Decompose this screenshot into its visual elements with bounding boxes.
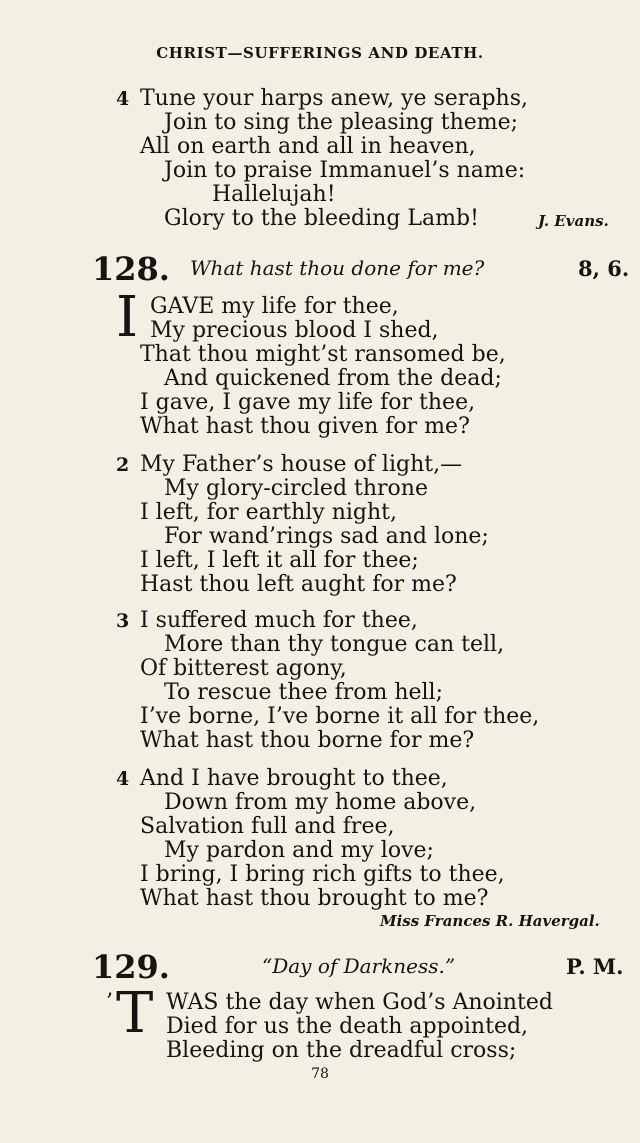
hymn-number: 128. bbox=[92, 250, 170, 288]
verse-line: That thou might’st ransomed be, bbox=[140, 342, 506, 367]
verse-line: To rescue thee from hell; bbox=[164, 680, 444, 705]
verse-line: GAVE my life for thee, bbox=[150, 294, 399, 319]
verse-line: And quickened from the dead; bbox=[164, 366, 502, 391]
hymn-meter: P. M. bbox=[566, 954, 624, 979]
verse-line: Salvation full and free, bbox=[140, 814, 395, 839]
verse-line: Glory to the bleeding Lamb! bbox=[164, 206, 479, 231]
hymn-author: J. Evans. bbox=[538, 212, 609, 230]
verse-line: I left, for earthly night, bbox=[140, 500, 398, 525]
verse-line: I suffered much for thee, bbox=[140, 608, 418, 633]
verse-line: I bring, I bring rich gifts to thee, bbox=[140, 862, 505, 887]
verse-line: Down from my home above, bbox=[164, 790, 477, 815]
hymn-meter: 8, 6. bbox=[578, 256, 630, 281]
verse-line: My Father’s house of light,— bbox=[140, 452, 463, 477]
drop-cap-apostrophe: ’ bbox=[106, 990, 113, 1015]
verse-line: Join to sing the pleasing theme; bbox=[164, 110, 519, 135]
verse-line: Join to praise Immanuel’s name: bbox=[164, 158, 526, 183]
verse-line: What hast thou borne for me? bbox=[140, 728, 475, 753]
verse-number: 4 bbox=[116, 768, 130, 790]
hymn-number: 129. bbox=[92, 948, 170, 986]
verse-line: My pardon and my love; bbox=[164, 838, 434, 863]
verse-line: I left, I left it all for thee; bbox=[140, 548, 419, 573]
verse-line: And I have brought to thee, bbox=[140, 766, 448, 791]
hymn-title: “Day of Darkness.” bbox=[262, 954, 456, 978]
page-number: 78 bbox=[311, 1066, 329, 1082]
verse-line: Tune your harps anew, ye seraphs, bbox=[140, 86, 528, 111]
verse-number: 3 bbox=[116, 610, 130, 632]
verse-line: All on earth and all in heaven, bbox=[140, 134, 476, 159]
hymn-author: Miss Frances R. Havergal. bbox=[380, 912, 600, 930]
verse-number: 4 bbox=[116, 88, 130, 110]
verse-line: For wand’rings sad and lone; bbox=[164, 524, 489, 549]
verse-line: What hast thou brought to me? bbox=[140, 886, 489, 911]
verse-line: I gave, I gave my life for thee, bbox=[140, 390, 476, 415]
verse-line: Bleeding on the dreadful cross; bbox=[166, 1038, 517, 1063]
verse-line: WAS the day when God’s Anointed bbox=[166, 990, 553, 1015]
verse-line: Of bitterest agony, bbox=[140, 656, 347, 681]
verse-line: My glory-circled throne bbox=[164, 476, 428, 501]
verse-number: 2 bbox=[116, 454, 130, 476]
drop-cap: I bbox=[116, 285, 139, 350]
verse-line: Died for us the death appointed, bbox=[166, 1014, 529, 1039]
hymn-title: What hast thou done for me? bbox=[190, 256, 485, 280]
verse-line: Hallelujah! bbox=[212, 182, 336, 207]
verse-line: What hast thou given for me? bbox=[140, 414, 470, 439]
verse-line: More than thy tongue can tell, bbox=[164, 632, 505, 657]
verse-line: I’ve borne, I’ve borne it all for thee, bbox=[140, 704, 540, 729]
verse-line: My precious blood I shed, bbox=[150, 318, 439, 343]
verse-line: Hast thou left aught for me? bbox=[140, 572, 457, 597]
drop-cap: T bbox=[116, 981, 154, 1046]
running-header: CHRIST—SUFFERINGS AND DEATH. bbox=[156, 44, 484, 62]
